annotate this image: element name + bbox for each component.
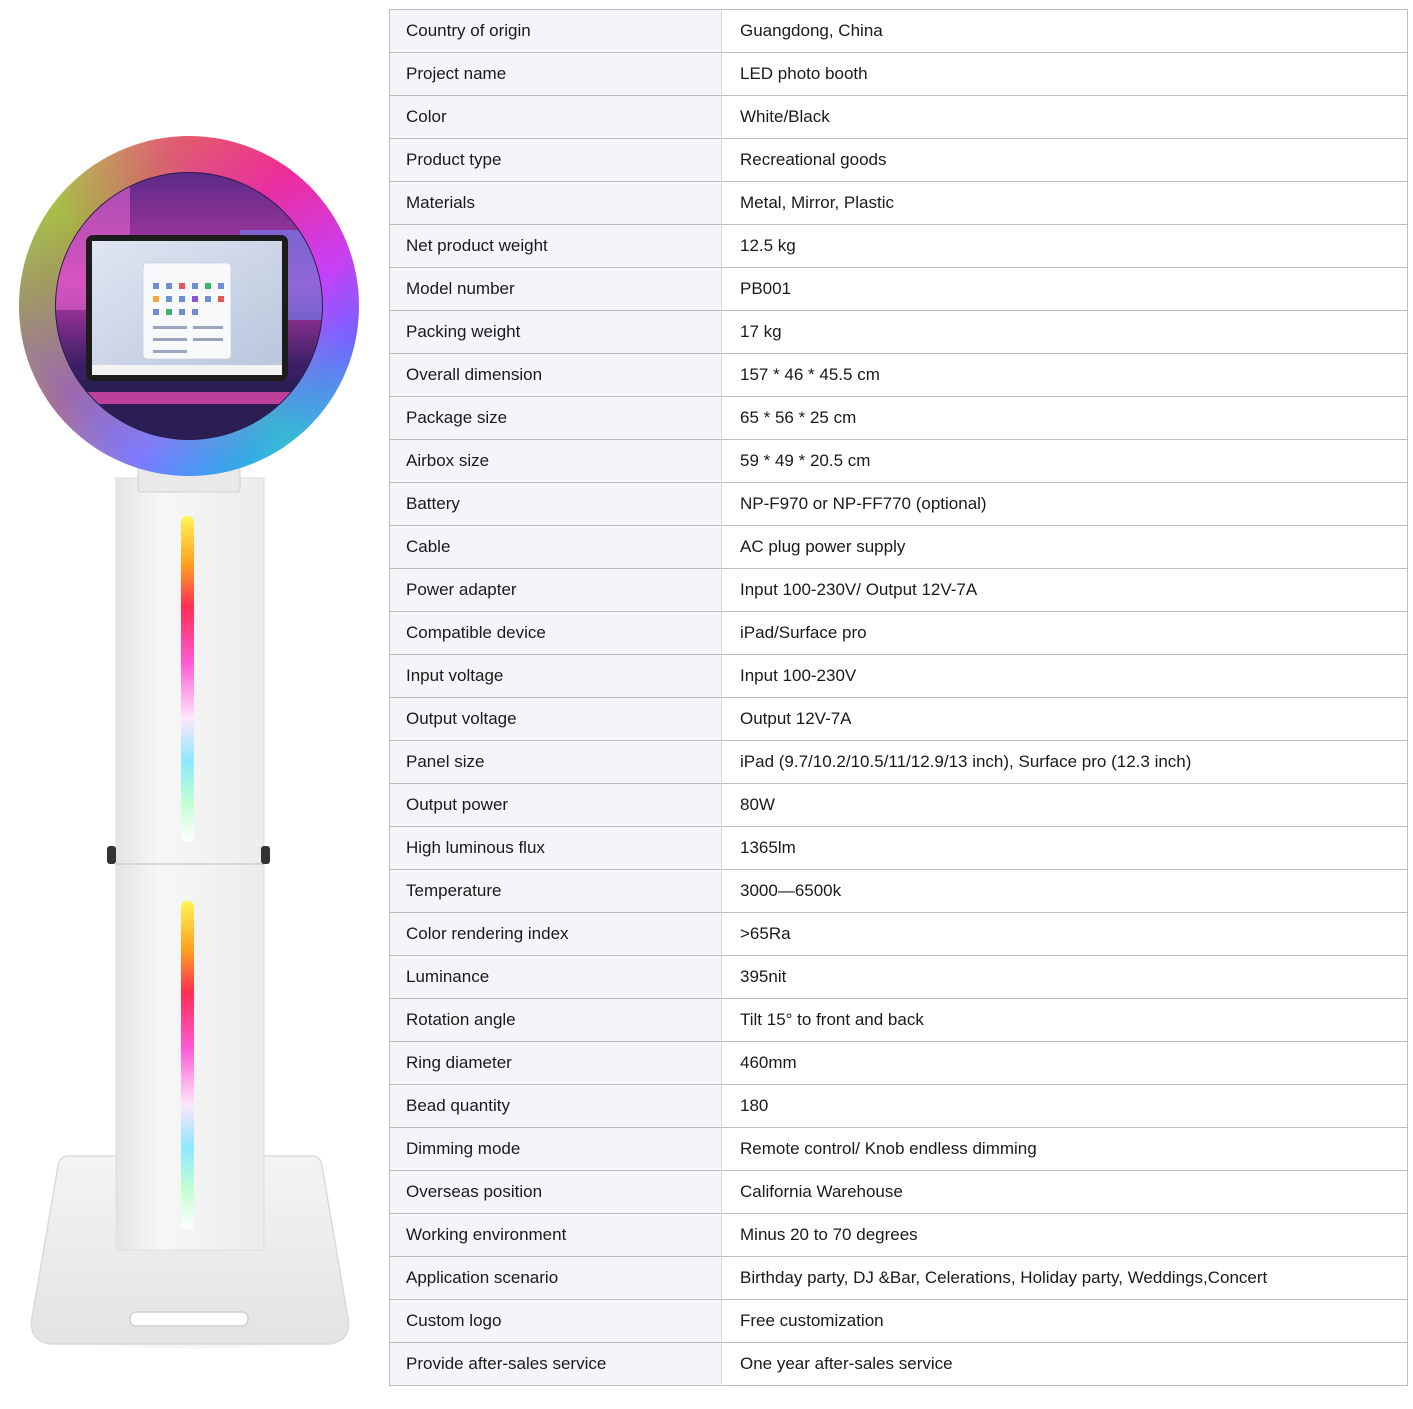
spec-label: High luminous flux (390, 827, 722, 870)
spec-value: Tilt 15° to front and back (722, 999, 1408, 1042)
spec-value: Minus 20 to 70 degrees (722, 1214, 1408, 1257)
table-row (390, 1171, 1408, 1214)
spec-value: iPad/Surface pro (722, 612, 1408, 655)
table-row (390, 139, 1408, 182)
spec-label: Color rendering index (390, 913, 722, 956)
spec-label: Output voltage (390, 698, 722, 741)
spec-value: NP-F970 or NP-FF770 (optional) (722, 483, 1408, 526)
spec-value: 157 * 46 * 45.5 cm (722, 354, 1408, 397)
spec-label: Materials (390, 182, 722, 225)
spec-label: Bead quantity (390, 1085, 722, 1128)
spec-label: Dimming mode (390, 1128, 722, 1171)
table-row (390, 397, 1408, 440)
spec-label: Input voltage (390, 655, 722, 698)
spec-value: iPad (9.7/10.2/10.5/11/12.9/13 inch), Surface pro (12.3 inch) (722, 741, 1408, 784)
table-row (390, 870, 1408, 913)
spec-value: Output 12V-7A (722, 698, 1408, 741)
table-row (390, 741, 1408, 784)
spec-value: 12.5 kg (722, 225, 1408, 268)
spec-label: Ring diameter (390, 1042, 722, 1085)
spec-value: PB001 (722, 268, 1408, 311)
spec-value: 65 * 56 * 25 cm (722, 397, 1408, 440)
spec-value: Input 100-230V/ Output 12V-7A (722, 569, 1408, 612)
spec-value: Birthday party, DJ &Bar, Celerations, Holiday party, Weddings,Concert (722, 1257, 1408, 1300)
spec-label: Packing weight (390, 311, 722, 354)
spec-label: Cable (390, 526, 722, 569)
table-row (390, 182, 1408, 225)
table-row (390, 913, 1408, 956)
spec-value: 3000—6500k (722, 870, 1408, 913)
table-row (390, 10, 1408, 53)
spec-value: 59 * 49 * 20.5 cm (722, 440, 1408, 483)
spec-value: Input 100-230V (722, 655, 1408, 698)
spec-label: Panel size (390, 741, 722, 784)
table-row (390, 354, 1408, 397)
table-row (390, 698, 1408, 741)
table-row (390, 96, 1408, 139)
spec-label: Overall dimension (390, 354, 722, 397)
spec-value: AC plug power supply (722, 526, 1408, 569)
table-row (390, 655, 1408, 698)
spec-value: California Warehouse (722, 1171, 1408, 1214)
spec-label: Model number (390, 268, 722, 311)
table-row (390, 53, 1408, 96)
table-row (390, 268, 1408, 311)
spec-value: 17 kg (722, 311, 1408, 354)
spec-label: Country of origin (390, 10, 722, 53)
spec-label: Color (390, 96, 722, 139)
spec-label: Package size (390, 397, 722, 440)
spec-label: Provide after-sales service (390, 1343, 722, 1386)
spec-value: 180 (722, 1085, 1408, 1128)
spec-table-body (390, 10, 1408, 1386)
spec-label: Luminance (390, 956, 722, 999)
table-row (390, 1343, 1408, 1386)
spec-value: One year after-sales service (722, 1343, 1408, 1386)
spec-label: Custom logo (390, 1300, 722, 1343)
spec-value: Metal, Mirror, Plastic (722, 182, 1408, 225)
table-row (390, 526, 1408, 569)
spec-value: LED photo booth (722, 53, 1408, 96)
spec-value: 395nit (722, 956, 1408, 999)
table-row (390, 225, 1408, 268)
spec-value: Free customization (722, 1300, 1408, 1343)
spec-value: Recreational goods (722, 139, 1408, 182)
table-row (390, 1128, 1408, 1171)
table-row (390, 1214, 1408, 1257)
spec-label: Overseas position (390, 1171, 722, 1214)
spec-label: Compatible device (390, 612, 722, 655)
table-row (390, 1300, 1408, 1343)
spec-label: Rotation angle (390, 999, 722, 1042)
spec-value: White/Black (722, 96, 1408, 139)
table-row (390, 569, 1408, 612)
table-row (390, 1257, 1408, 1300)
table-row (390, 612, 1408, 655)
spec-label: Application scenario (390, 1257, 722, 1300)
table-row (390, 483, 1408, 526)
table-row (390, 440, 1408, 483)
spec-label: Project name (390, 53, 722, 96)
spec-table (389, 9, 1408, 1386)
spec-value: 80W (722, 784, 1408, 827)
spec-value: Guangdong, China (722, 10, 1408, 53)
table-row (390, 999, 1408, 1042)
table-row (390, 1042, 1408, 1085)
spec-value: Remote control/ Knob endless dimming (722, 1128, 1408, 1171)
spec-label: Working environment (390, 1214, 722, 1257)
spec-label: Output power (390, 784, 722, 827)
table-row (390, 956, 1408, 999)
table-row (390, 1085, 1408, 1128)
table-row (390, 827, 1408, 870)
spec-label: Airbox size (390, 440, 722, 483)
spec-label: Power adapter (390, 569, 722, 612)
product-image (0, 0, 380, 1409)
spec-label: Temperature (390, 870, 722, 913)
spec-label: Net product weight (390, 225, 722, 268)
spec-value: >65Ra (722, 913, 1408, 956)
table-row (390, 311, 1408, 354)
spec-value: 460mm (722, 1042, 1408, 1085)
table-row (390, 784, 1408, 827)
spec-label: Battery (390, 483, 722, 526)
spec-label: Product type (390, 139, 722, 182)
spec-value: 1365lm (722, 827, 1408, 870)
